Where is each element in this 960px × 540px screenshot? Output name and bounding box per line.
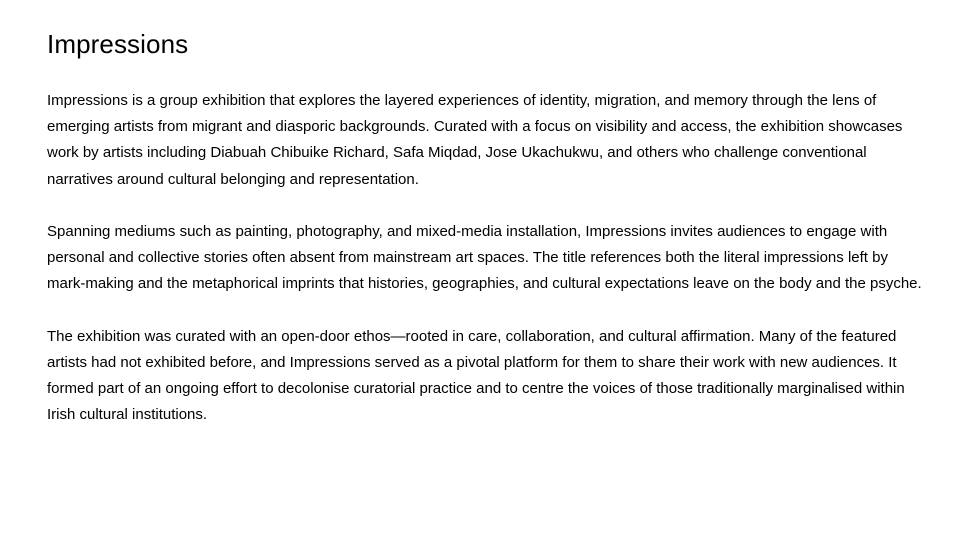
- document-page: [47, 28, 927, 455]
- paragraph-intro: Impressions is a group exhibition that explores the layered experiences of identity, migration, and memory through the lens of emerging artists from migrant and diasporic backgrounds. Curated with a focus on visibility and access, the exhibition showcases work by artists including Diabuah Chibuike Richard, Safa Miqdad, Jose Ukachukwu, and others who challenge conventional narratives around cultural belonging and representation.: [47, 92, 903, 188]
- page-title: Impressions: [47, 29, 189, 59]
- document-body: [47, 88, 927, 429]
- paragraph-curation: The exhibition was curated with an open-door ethos—rooted in care, collaboration, and cultural affirmation. Many of the featured artists had not exhibited before, and Impressions served as a pivotal platform for them to share their work with new audiences. It formed part of an ongoing effort to decolonise curatorial practice and to centre the voices of those traditionally marginalised within Irish cultural institutions.: [47, 327, 905, 424]
- paragraph-mediums: Spanning mediums such as painting, photography, and mixed-media installation, Impressions invites audiences to engage with personal and collective stories often absent from mainstream art spaces. The title references both the literal impressions left by mark-making and the metaphorical imprints that histories, geographies, and cultural expectations leave on the body and the psyche.: [47, 223, 922, 293]
